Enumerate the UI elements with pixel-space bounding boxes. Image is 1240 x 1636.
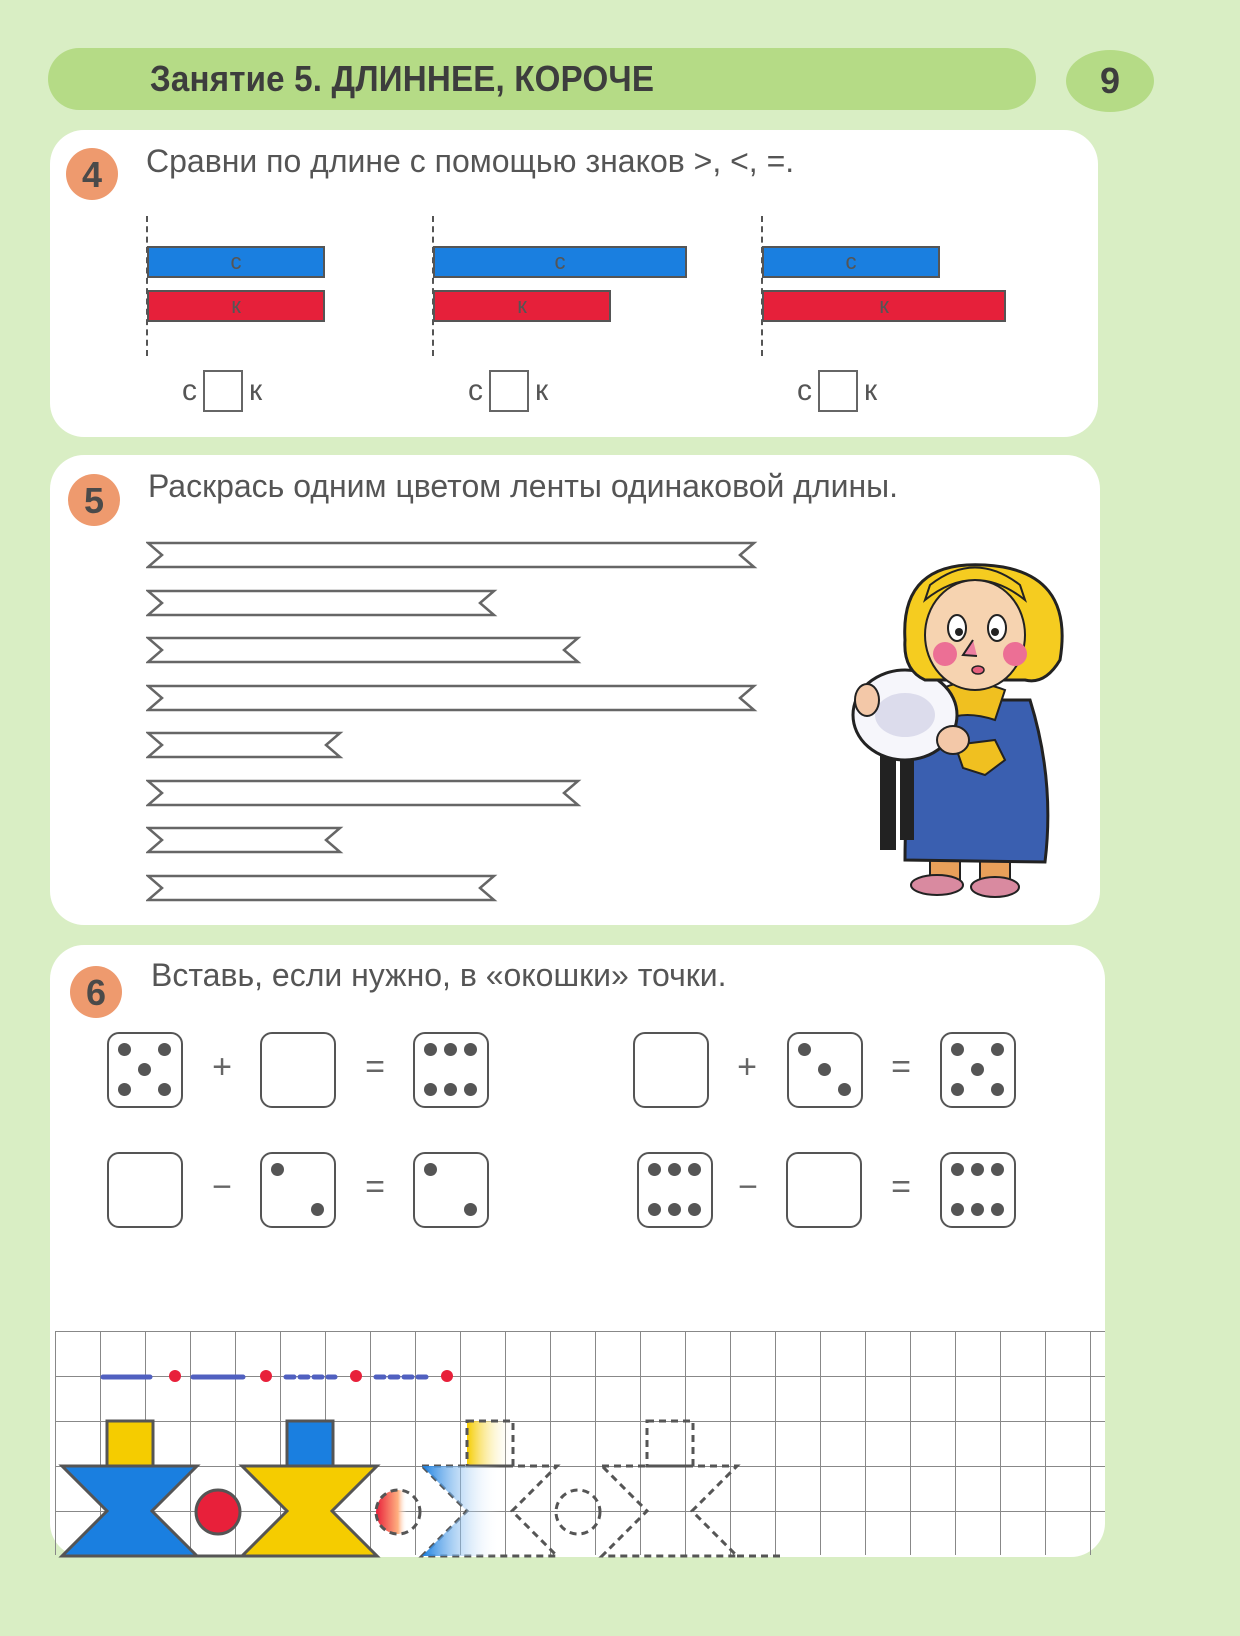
ribbon[interactable] bbox=[146, 826, 344, 854]
pip bbox=[818, 1063, 831, 1076]
ribbon[interactable] bbox=[146, 636, 582, 664]
pip bbox=[838, 1083, 851, 1096]
pip bbox=[424, 1043, 437, 1056]
pip bbox=[158, 1043, 171, 1056]
ribbon[interactable] bbox=[146, 684, 758, 712]
empty-die-box[interactable] bbox=[107, 1152, 183, 1228]
pip bbox=[464, 1203, 477, 1216]
pip bbox=[991, 1083, 1004, 1096]
ribbon[interactable] bbox=[146, 779, 582, 807]
ribbon[interactable] bbox=[146, 541, 758, 569]
task-4-number: 4 bbox=[66, 148, 118, 200]
pip bbox=[991, 1203, 1004, 1216]
pip bbox=[971, 1203, 984, 1216]
equals-sign: = bbox=[365, 1168, 385, 1206]
pip bbox=[648, 1163, 661, 1176]
ribbon[interactable] bbox=[146, 589, 498, 617]
task-6-number: 6 bbox=[70, 966, 122, 1018]
operator: + bbox=[737, 1048, 757, 1086]
pip bbox=[158, 1083, 171, 1096]
bar-c: с bbox=[762, 246, 940, 278]
pip bbox=[648, 1203, 661, 1216]
pip bbox=[991, 1163, 1004, 1176]
pip bbox=[798, 1043, 811, 1056]
pip bbox=[951, 1083, 964, 1096]
compare-left-label: с bbox=[182, 374, 197, 407]
pip bbox=[138, 1063, 151, 1076]
compare-left-label: с bbox=[797, 374, 812, 407]
operator: − bbox=[738, 1168, 758, 1206]
comparison-answer bbox=[182, 370, 262, 412]
pip bbox=[991, 1043, 1004, 1056]
pip bbox=[971, 1063, 984, 1076]
equals-sign: = bbox=[891, 1168, 911, 1206]
bar-c: с bbox=[433, 246, 687, 278]
girl-with-plate-illustration bbox=[845, 550, 1085, 900]
answer-box[interactable] bbox=[203, 370, 243, 412]
task-6-instruction: Вставь, если нужно, в «окошки» точки. bbox=[151, 957, 727, 993]
pip bbox=[688, 1203, 701, 1216]
pip bbox=[971, 1163, 984, 1176]
dash-dot-sequence bbox=[103, 1370, 453, 1382]
operator: + bbox=[212, 1048, 232, 1086]
ribbon[interactable] bbox=[146, 874, 498, 902]
compare-right-label: к bbox=[535, 374, 549, 407]
answer-box[interactable] bbox=[818, 370, 858, 412]
start-line bbox=[432, 216, 434, 356]
compare-right-label: к bbox=[864, 374, 878, 407]
die-6 bbox=[940, 1152, 1016, 1228]
pip bbox=[311, 1203, 324, 1216]
pip bbox=[688, 1163, 701, 1176]
compare-left-label: с bbox=[468, 374, 483, 407]
die-5 bbox=[107, 1032, 183, 1108]
pip bbox=[444, 1083, 457, 1096]
pattern-drawing bbox=[0, 1300, 1240, 1570]
die-5 bbox=[940, 1032, 1016, 1108]
pip bbox=[668, 1163, 681, 1176]
pip bbox=[444, 1043, 457, 1056]
bar-c: с bbox=[147, 246, 325, 278]
die-2 bbox=[413, 1152, 489, 1228]
die-2 bbox=[260, 1152, 336, 1228]
page-number: 9 bbox=[1066, 50, 1154, 112]
equals-sign: = bbox=[891, 1048, 911, 1086]
task-5-instruction: Раскрась одним цветом ленты одинаковой длины. bbox=[148, 468, 899, 504]
task-4-instruction: Сравни по длине с помощью знаков >, <, =. bbox=[146, 143, 795, 179]
start-line bbox=[761, 216, 763, 356]
comparison-answer bbox=[468, 370, 548, 412]
operator: − bbox=[212, 1168, 232, 1206]
answer-box[interactable] bbox=[489, 370, 529, 412]
bar-k: к bbox=[762, 290, 1006, 322]
comparison-answer bbox=[797, 370, 877, 412]
empty-die-box[interactable] bbox=[786, 1152, 862, 1228]
die-3 bbox=[787, 1032, 863, 1108]
equals-sign: = bbox=[365, 1048, 385, 1086]
pip bbox=[424, 1163, 437, 1176]
page-title: Занятие 5. ДЛИННЕЕ, КОРОЧЕ bbox=[150, 58, 655, 99]
pip bbox=[951, 1163, 964, 1176]
pip bbox=[951, 1203, 964, 1216]
die-6 bbox=[413, 1032, 489, 1108]
pip bbox=[118, 1083, 131, 1096]
start-line bbox=[146, 216, 148, 356]
pip bbox=[271, 1163, 284, 1176]
pip bbox=[424, 1083, 437, 1096]
task-5-number: 5 bbox=[68, 474, 120, 526]
pip bbox=[951, 1043, 964, 1056]
die-6 bbox=[637, 1152, 713, 1228]
bar-k: к bbox=[433, 290, 611, 322]
empty-die-box[interactable] bbox=[260, 1032, 336, 1108]
pip bbox=[118, 1043, 131, 1056]
pip bbox=[464, 1083, 477, 1096]
empty-die-box[interactable] bbox=[633, 1032, 709, 1108]
ribbon[interactable] bbox=[146, 731, 344, 759]
pip bbox=[464, 1043, 477, 1056]
compare-right-label: к bbox=[249, 374, 263, 407]
pip bbox=[668, 1203, 681, 1216]
bar-k: к bbox=[147, 290, 325, 322]
